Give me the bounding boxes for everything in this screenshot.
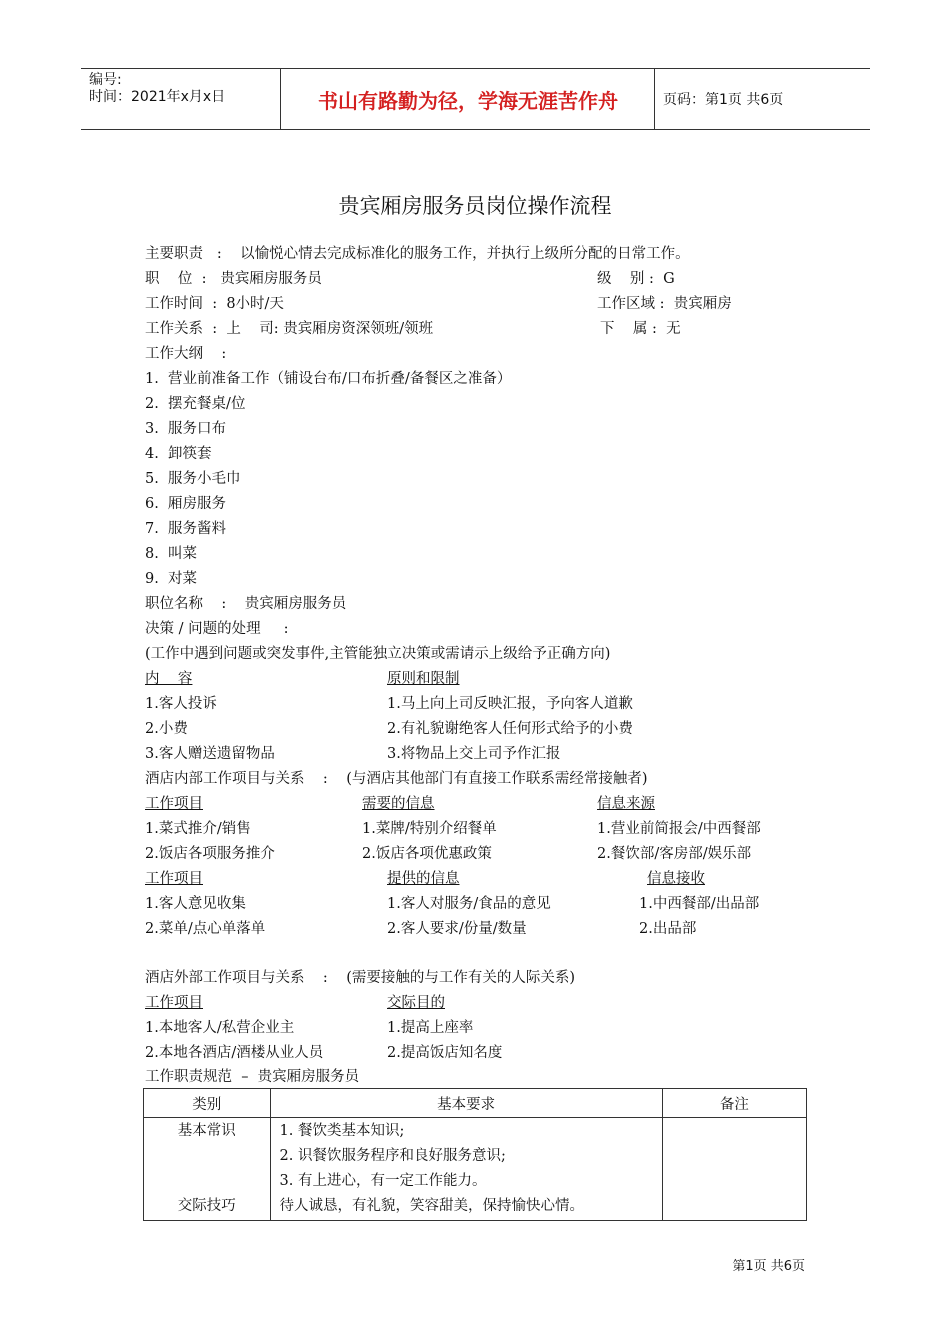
internal-cell: 1.中西餐部/出品部 xyxy=(639,896,760,912)
page-header xyxy=(81,68,870,130)
column-header: 基本要求 xyxy=(270,1089,662,1118)
internal-cell: 1.菜式推介/销售 xyxy=(145,821,251,837)
internal-cell: 1.客人对服务/食品的意见 xyxy=(387,896,551,912)
decision-note: (工作中遇到问题或突发事件,主管能独立决策或需请示上级给予正确方向) xyxy=(145,646,611,662)
internal-cell: 1.菜牌/特别介绍餐单 xyxy=(362,821,497,837)
motto: 书山有路勤为径，学海无涯苦作舟 xyxy=(282,69,655,129)
area-line: 工作区域 : 贵宾厢房 xyxy=(597,296,732,312)
subordinate-line: 下 属 : 无 xyxy=(600,321,681,337)
outline-item: 5. 服务小毛巾 xyxy=(145,471,241,487)
outline-item: 4. 卸筷套 xyxy=(145,446,212,462)
column-header: 类别 xyxy=(144,1089,271,1118)
page-footer: 第1页 共6页 xyxy=(732,1259,805,1274)
decision-rule: 1.马上向上司反映汇报，予向客人道歉 xyxy=(387,696,633,712)
outline-item: 8. 叫菜 xyxy=(145,546,198,562)
duty-line: 主要职责 : 以愉悦心情去完成标准化的服务工作，并执行上级所分配的日常工作。 xyxy=(145,246,690,262)
internal-head: 信息来源 xyxy=(597,796,655,812)
external-cell: 2.本地各酒店/酒楼从业人员 xyxy=(145,1045,324,1061)
external-cell: 1.提高上座率 xyxy=(387,1020,474,1036)
page-info: 页码：第1页 共6页 xyxy=(663,92,784,108)
external-label: 酒店外部工作项目与关系 : (需要接触的与工作有关的人际关系) xyxy=(145,970,576,986)
spacer xyxy=(145,1169,269,1194)
internal-head: 提供的信息 xyxy=(387,871,460,887)
number-label: 编号: xyxy=(89,72,122,88)
outline-label: 工作大纲 : xyxy=(145,346,227,362)
internal-cell: 2.菜单/点心单落单 xyxy=(145,921,266,937)
position-line: 职 位 : 贵宾厢房服务员 xyxy=(145,271,322,287)
requirement-line: 1. 餐饮类基本知识; xyxy=(279,1123,405,1139)
decision-label: 决策 / 问题的处理 : xyxy=(145,621,289,637)
column-header: 备注 xyxy=(662,1089,806,1118)
relation-line: 工作关系 : 上 司: 贵宾厢房资深领班/领班 xyxy=(145,321,434,337)
position-name-line: 职位名称 : 贵宾厢房服务员 xyxy=(145,596,347,612)
table-row xyxy=(144,1118,807,1221)
spacer xyxy=(145,1144,269,1169)
internal-head: 信息接收 xyxy=(647,871,705,887)
table-header-row xyxy=(144,1089,807,1118)
outline-item: 1. 营业前准备工作（铺设台布/口布折叠/备餐区之准备） xyxy=(145,371,512,387)
header-meta xyxy=(81,69,281,129)
external-head: 工作项目 xyxy=(145,995,203,1011)
decision-rule: 2.有礼貌谢绝客人任何形式给予的小费 xyxy=(387,721,633,737)
category-text: 基本常识 xyxy=(177,1123,236,1139)
internal-cell: 1.营业前简报会/中西餐部 xyxy=(597,821,761,837)
external-cell: 1.本地客人/私营企业主 xyxy=(145,1020,295,1036)
time-label: 时间：2021年x月x日 xyxy=(89,89,226,105)
decision-rule: 3.将物品上交上司予作汇报 xyxy=(387,746,561,762)
requirement-line: 3. 有上进心，有一定工作能力。 xyxy=(279,1173,487,1189)
internal-cell: 1.客人意见收集 xyxy=(145,896,246,912)
worktime-line: 工作时间 : 8小时/天 xyxy=(145,296,284,312)
outline-item: 2. 摆充餐桌/位 xyxy=(145,396,246,412)
decision-head-content: 内 容 xyxy=(145,671,193,687)
internal-head: 工作项目 xyxy=(145,796,203,812)
internal-head: 需要的信息 xyxy=(362,796,435,812)
internal-cell: 2.餐饮部/客房部/娱乐部 xyxy=(597,846,752,862)
internal-cell: 2.饭店各项服务推介 xyxy=(145,846,275,862)
outline-item: 7. 服务酱料 xyxy=(145,521,227,537)
internal-cell: 2.出品部 xyxy=(639,921,697,937)
document-title: 贵宾厢房服务员岗位操作流程 xyxy=(338,194,612,218)
internal-cell: 2.饭店各项优惠政策 xyxy=(362,846,492,862)
internal-cell: 2.客人要求/份量/数量 xyxy=(387,921,527,937)
decision-content: 2.小费 xyxy=(145,721,188,737)
decision-content: 1.客人投诉 xyxy=(145,696,217,712)
category-cell xyxy=(144,1118,271,1221)
spec-label: 工作职责规范 – 贵宾厢房服务员 xyxy=(145,1069,360,1085)
internal-head: 工作项目 xyxy=(145,871,203,887)
requirement-line: 待人诚恳，有礼貌，笑容甜美，保持愉快心情。 xyxy=(279,1198,585,1214)
category-text: 交际技巧 xyxy=(177,1198,236,1214)
internal-label: 酒店内部工作项目与关系 : (与酒店其他部门有直接工作联系需经常接触者) xyxy=(145,771,648,787)
decision-head-rule: 原则和限制 xyxy=(387,671,460,687)
outline-item: 6. 厢房服务 xyxy=(145,496,227,512)
decision-content: 3.客人赠送遗留物品 xyxy=(145,746,275,762)
level-line: 级 别 : G xyxy=(597,271,675,287)
outline-item: 9. 对菜 xyxy=(145,571,198,587)
external-cell: 2.提高饭店知名度 xyxy=(387,1045,503,1061)
external-head: 交际目的 xyxy=(387,995,445,1011)
note-cell xyxy=(662,1118,806,1221)
outline-item: 3. 服务口布 xyxy=(145,421,227,437)
requirement-line: 2. 识餐饮服务程序和良好服务意识; xyxy=(279,1148,506,1164)
requirement-cell xyxy=(270,1118,662,1221)
spec-table xyxy=(143,1088,807,1221)
